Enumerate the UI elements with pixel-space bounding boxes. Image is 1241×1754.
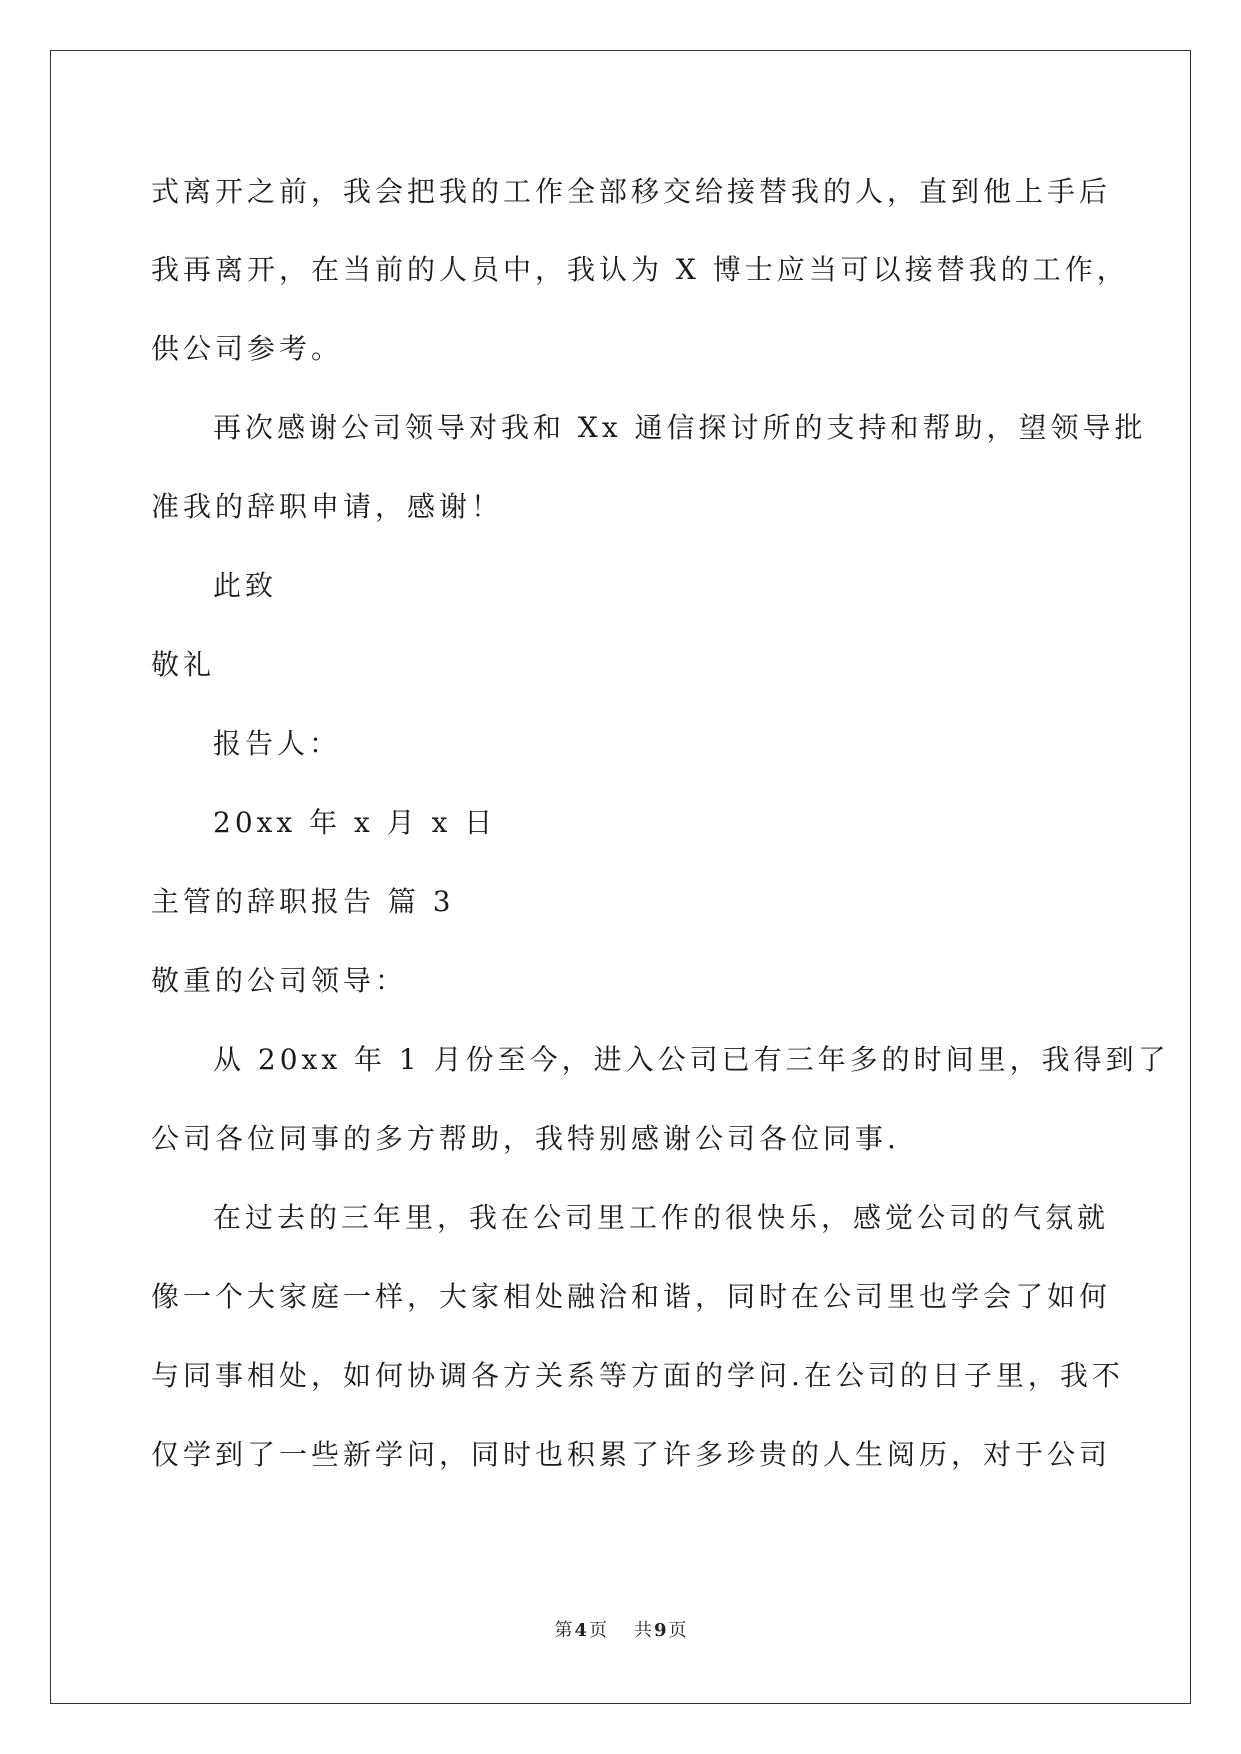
body-line-1: 式离开之前，我会把我的工作全部移交给接替我的人，直到他上手后 [151, 175, 1112, 208]
body-line-9: 像一个大家庭一样，大家相处融洽和谐，同时在公司里也学会了如何 [151, 1280, 1112, 1313]
footer-current-page: 4 [574, 1620, 588, 1641]
closing-salutation: 此致 [213, 569, 278, 602]
signature-label: 报告人： [213, 727, 342, 760]
footer-total-pages: 9 [653, 1620, 667, 1641]
body-line-6: 从 20xx 年 1 月份至今，进入公司已有三年多的时间里，我得到了 [213, 1043, 1170, 1076]
footer-prefix: 第 [554, 1620, 573, 1641]
body-line-11: 仅学到了一些新学问，同时也积累了许多珍贵的人生阅历，对于公司 [151, 1438, 1112, 1471]
closing-regards: 敬礼 [151, 648, 216, 681]
signature-date: 20xx 年 x 月 x 日 [213, 806, 497, 839]
body-line-3: 供公司参考。 [151, 332, 344, 365]
footer-total-unit: 页 [668, 1620, 687, 1641]
footer-total-prefix: 共 [633, 1620, 652, 1641]
page-footer [0, 1616, 1241, 1642]
footer-page-unit: 页 [589, 1620, 608, 1641]
body-line-5: 准我的辞职申请，感谢！ [151, 490, 504, 523]
body-line-8: 在过去的三年里，我在公司里工作的很快乐，感觉公司的气氛就 [213, 1201, 1110, 1234]
body-line-2: 我再离开，在当前的人员中，我认为 X 博士应当可以接替我的工作， [151, 253, 1129, 286]
body-line-7: 公司各位同事的多方帮助，我特别感谢公司各位同事. [151, 1122, 900, 1155]
greeting: 敬重的公司领导： [151, 964, 408, 997]
body-line-4: 再次感谢公司领导对我和 Xx 通信探讨所的支持和帮助，望领导批 [213, 411, 1147, 444]
section-heading: 主管的辞职报告 篇 3 [151, 885, 455, 918]
body-line-10: 与同事相处，如何协调各方关系等方面的学问.在公司的日子里，我不 [151, 1359, 1124, 1392]
